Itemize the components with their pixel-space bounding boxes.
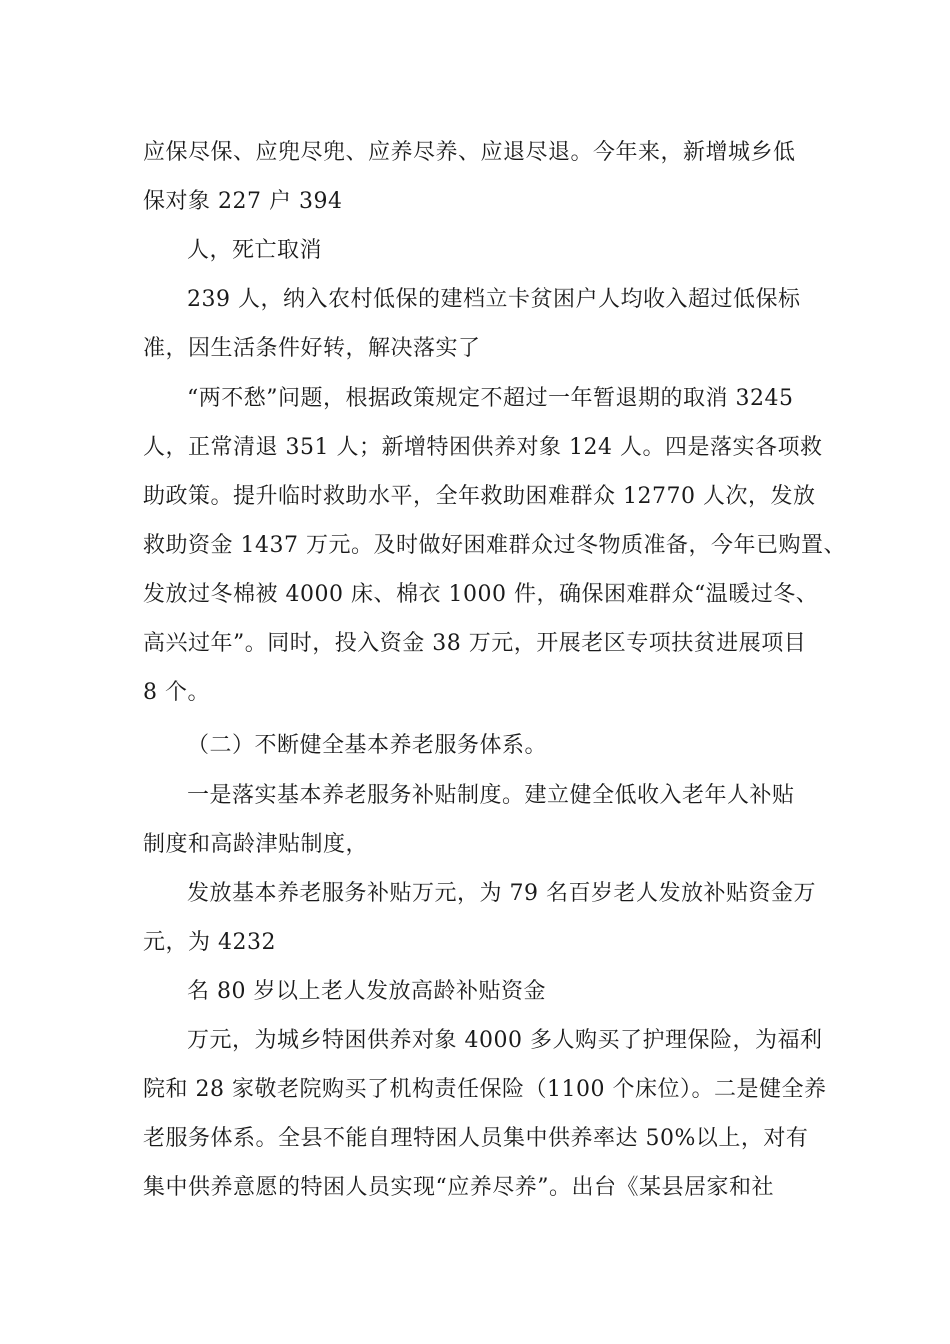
paragraph-1 [143,128,823,226]
text-line: （二）不断健全基本养老服务体系。 [187,733,548,758]
text-line: 人，正常清退 351 人；新增特困供养对象 124 人。四是落实各项救 [143,435,823,460]
paragraph-6 [143,869,823,967]
text-line: 准，因生活条件好转，解决落实了 [143,336,481,361]
text-line: 老服务体系。全县不能自理特困人员集中供养率达 50%以上，对有 [143,1126,809,1151]
text-line: 一是落实基本养老服务补贴制度。建立健全低收入老年人补贴 [187,783,795,808]
text-line: 院和 28 家敬老院购买了机构责任保险（1100 个床位）。二是健全养 [143,1077,827,1102]
text-line: 保对象 227 户 394 [143,189,343,214]
text-line: “两不愁”问题，根据政策规定不超过一年暂退期的取消 3245 [187,386,794,411]
text-line: 239 人，纳入农村低保的建档立卡贫困户人均收入超过低保标 [187,287,801,312]
text-line: 8 个。 [143,680,210,705]
text-line: 应保尽保、应兜尽兜、应养尽养、应退尽退。今年来，新增城乡低 [143,140,796,165]
text-line: 万元，为城乡特困供养对象 4000 多人购买了护理保险，为福利 [187,1028,823,1053]
paragraph-4 [143,374,846,717]
text-line: 人，死亡取消 [187,238,323,263]
text-line: 集中供养意愿的特困人员实现“应养尽养”。出台《某县居家和社 [143,1175,774,1200]
paragraph-7 [143,967,867,1016]
text-line: 名 80 岁以上老人发放高龄补贴资金 [187,979,546,1004]
text-line: 救助资金 1437 万元。及时做好困难群众过冬物质准备，今年已购置、 [143,533,846,558]
paragraph-2 [143,226,867,275]
section-heading [143,721,867,770]
paragraph-8 [143,1016,827,1212]
text-line: 助政策。提升临时救助水平，全年救助困难群众 12770 人次，发放 [143,484,816,509]
paragraph-3 [143,275,823,373]
text-line: 高兴过年”。同时，投入资金 38 万元，开展老区专项扶贫进展项目 [143,631,807,656]
text-line: 发放基本养老服务补贴万元，为 79 名百岁老人发放补贴资金万 [187,881,816,906]
text-line: 发放过冬棉被 4000 床、棉衣 1000 件，确保困难群众“温暖过冬、 [143,582,819,607]
text-line: 制度和高龄津贴制度， [143,832,369,857]
text-line: 元，为 4232 [143,930,276,955]
paragraph-5 [143,771,823,869]
